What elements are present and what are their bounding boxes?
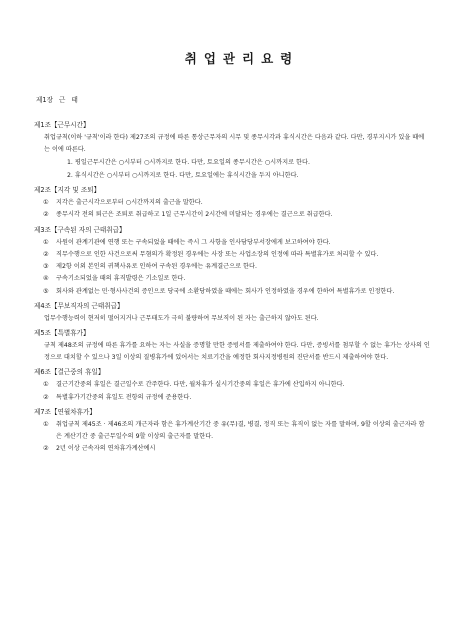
article-item: [34, 209, 430, 221]
item-number: ④: [43, 275, 49, 283]
article-item: [34, 379, 430, 391]
article-subitem: 2. 휴식시간은 ○시부터 ○시까지로 한다. 다만, 토요일에는 휴식시간을 두지 아니한다.: [67, 172, 299, 179]
item-text: 회사와 관계없는 민·형사사건의 증인으로 당국에 소환당하였을 때에는 회사가 인정하였을 경우에 한하여 특별휴가로 인정한다.: [56, 287, 395, 295]
chapter-heading: 제1장 근 태: [36, 96, 78, 104]
item-number: ①: [43, 238, 49, 246]
item-text: 종무시각 전의 퇴근은 조퇴로 취급하고 1일 근무시간이 2시간에 미달되는 경우에는 결근으로 취급한다.: [56, 211, 333, 219]
article-3: [34, 223, 430, 298]
article-heading: 제1조【근무시간】: [34, 121, 90, 129]
article-heading: 제4조【무보직자의 근태취급】: [34, 301, 124, 310]
article-item: [34, 443, 430, 455]
item-text: 2년 이상 근속자의 연차휴가계산예시: [56, 445, 156, 453]
item-number: ⑤: [43, 287, 49, 295]
item-text: 제2항 이외 본인의 귀책사유로 인하여 구속된 경우에는 유계결근으로 한다.: [56, 263, 257, 271]
item-number: ③: [43, 263, 49, 271]
item-number: ①: [43, 381, 49, 389]
article-item: [34, 273, 430, 285]
article-heading: 제2조【지각 및 조퇴】: [34, 186, 101, 195]
item-number: ②: [43, 250, 49, 258]
article-4: [34, 299, 430, 325]
document-title: 취업관리요령: [184, 51, 300, 66]
item-text: 사원이 관계기관에 연행 또는 구속되었을 때에는 즉시 그 사항을 인사담당부서장에게 보고하여야 한다.: [56, 238, 331, 246]
article-text: 취업규칙(이하 '규칙'이라 한다) 제27조의 규정에 따른 통상근무자의 시무 및 종무시각과 휴식시간은 다음과 같다. 다만, 경부지시가 있을 때에는 이에 따른다.: [44, 134, 425, 153]
article-heading: 제7조【연월차휴가】: [34, 407, 96, 416]
article-2: [34, 183, 430, 221]
article-item: [34, 392, 430, 404]
article-5: [34, 326, 430, 364]
article-item: [34, 237, 430, 249]
item-number: ①: [43, 199, 49, 207]
item-number: ②: [43, 445, 49, 453]
item-number: ②: [43, 211, 49, 219]
article-heading: 제6조【결근중의 휴일】: [34, 368, 105, 377]
item-number: ①: [43, 420, 49, 428]
article-subitem: 1. 평일근무시간은 ○시부터 ○시까지로 한다. 다만, 토요일의 종무시간은 ○시까지로 한다.: [67, 159, 310, 166]
item-text: 취업규칙 제45조 · 제46조의 개근자라 함은 휴가계산기간 중 유(무)결, 병결, 정직 또는 휴직이 없는 자를 말하며, 9할 이상의 출근자라 함은 계산기간 중 출근무일수의 9할 이상의 출근자를 말한다.: [56, 420, 425, 441]
item-text: 구속기소되었을 때의 휴직발령은 기소일로 한다.: [56, 275, 186, 283]
item-text: 직무수행으로 인한 사건으로써 무혐의가 확정된 경우에는 사장 또는 사업소장의 인정에 따라 특별휴가로 처리할 수 있다.: [56, 250, 379, 258]
article-text: 규칙 제48조의 규정에 따른 휴가를 요하는 자는 사실을 증명할 만한 증빙서를 제출하여야 한다. 다만, 증빙서를 첨부할 수 없는 휴가는 상사의 인정으로 대치할 수 있으나 3일 이상의 질병휴가에 있어서는 치료기간을 예정한 회사지정병원의 진단서를 반드시 제출하여야 한다.: [44, 342, 430, 362]
article-1: [34, 118, 430, 182]
article-7: [34, 405, 430, 456]
article-item: [34, 197, 430, 209]
article-item: [34, 261, 430, 273]
item-number: ②: [43, 393, 49, 401]
article-heading: 제3조【구속된 자의 근태취급】: [34, 225, 126, 234]
article-item: [34, 419, 430, 443]
item-text: 지각은 출근시각으로부터 ○시간까지의 출근을 말한다.: [56, 199, 203, 207]
article-item: [34, 286, 430, 298]
item-text: 결근기간중의 휴일은 결근일수로 간주한다. 다만, 월차휴가 실시기간중의 휴일은 휴가에 산입하지 아니한다.: [56, 381, 345, 389]
item-text: 특별휴가기간중의 휴일도 전항의 규정에 준용한다.: [56, 393, 192, 401]
article-6: [34, 365, 430, 403]
article-item: [34, 249, 430, 261]
article-heading: 제5조【특별휴가】: [34, 329, 90, 338]
article-text: 업무수행능력이 현저히 떨어지거나 근무태도가 극히 불량하여 무보직이 된 자는 출근하지 않아도 된다.: [44, 314, 319, 322]
